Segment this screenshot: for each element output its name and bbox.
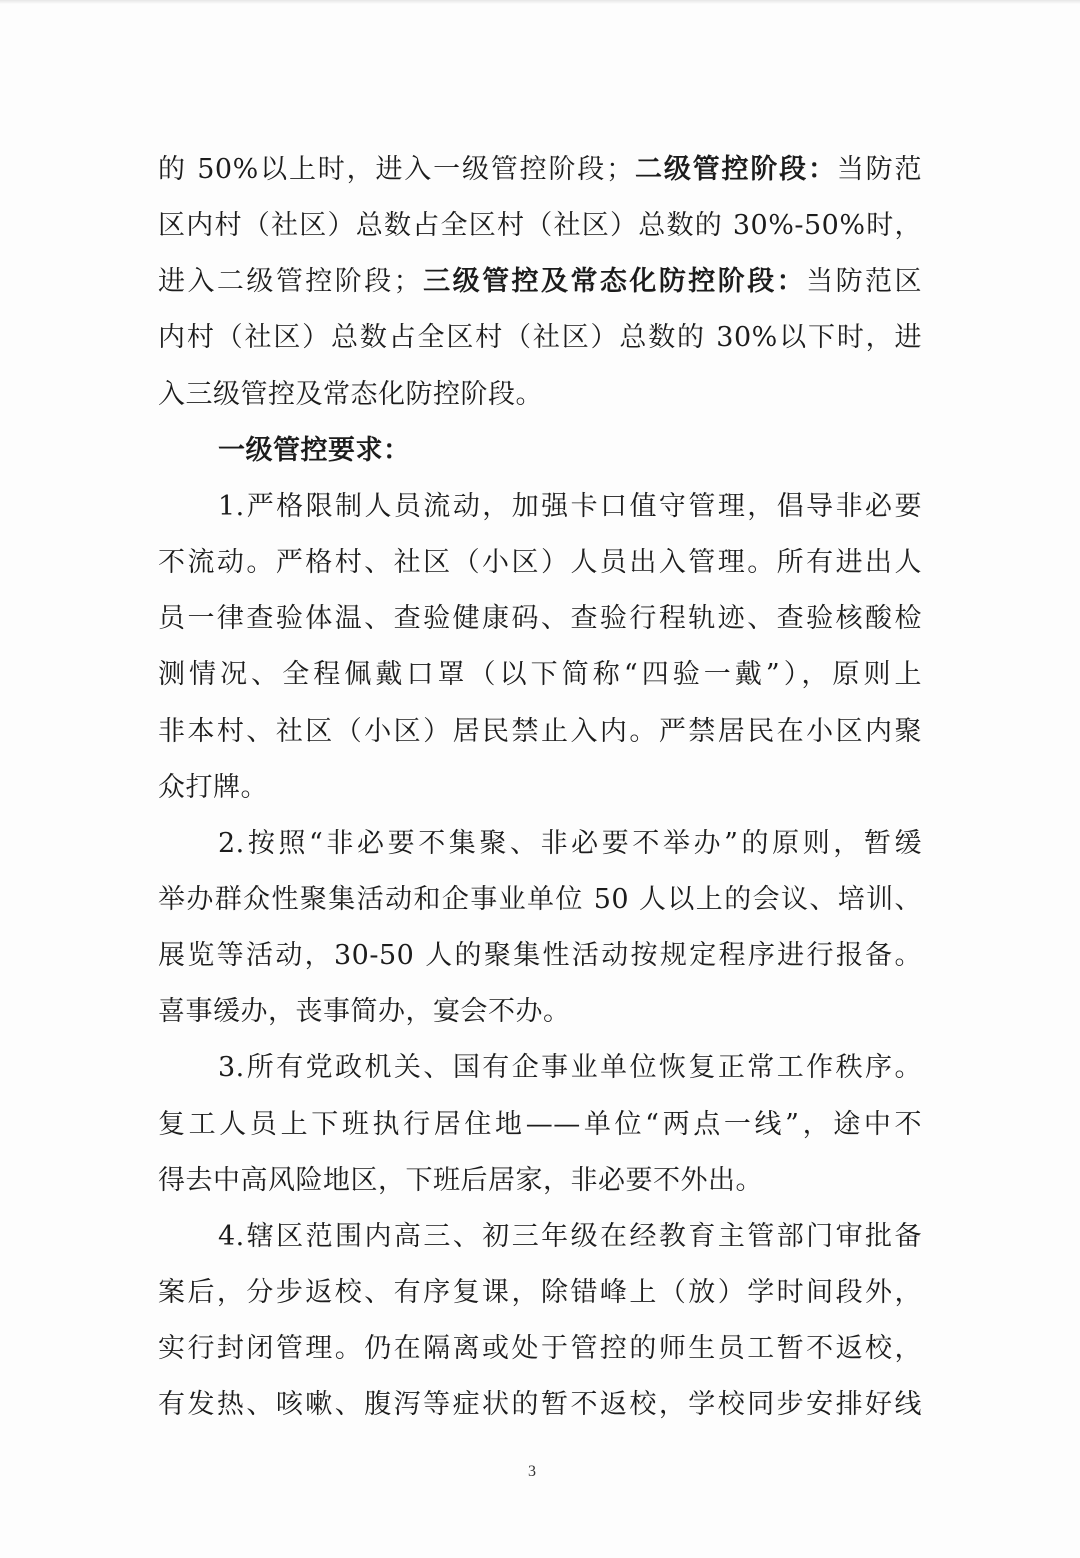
text-segment: 复工人员上下班执行居住地——单位“两点一线”，途中不 (158, 1108, 922, 1140)
text-line (158, 367, 922, 423)
text-segment: 3.所有党政机关、国有企事业单位恢复正常工作秩序。 (218, 1052, 922, 1084)
text-line (158, 310, 922, 366)
text-segment: 当防范区 (806, 266, 923, 298)
text-segment: 展览等活动，30-50 人的聚集性活动按规定程序进行报备。 (158, 940, 922, 972)
text-segment: 4.辖区范围内高三、初三年级在经教育主管部门审批备 (218, 1220, 922, 1252)
text-line (158, 1377, 922, 1433)
text-segment: 得去中高风险地区，下班后居家，非必要不外出。 (158, 1164, 763, 1196)
text-segment: 进入二级管控阶段； (158, 266, 422, 298)
text-line (158, 198, 922, 254)
text-segment: 2.按照“非必要不集聚、非必要不举办”的原则，暂缓 (218, 827, 922, 859)
text-segment: 实行封闭管理。仍在隔离或处于管控的师生员工暂不返校， (158, 1333, 922, 1365)
text-line (158, 1321, 922, 1377)
text-segment: 不流动。严格村、社区（小区）人员出入管理。所有进出人 (158, 547, 922, 578)
text-segment: 众打牌。 (158, 771, 268, 803)
text-segment: 员一律查验体温、查验健康码、查验行程轨迹、查验核酸检 (158, 603, 922, 635)
text-line (158, 760, 922, 816)
text-segment: 案后，分步返校、有序复课，除错峰上（放）学时间段外， (158, 1277, 922, 1308)
text-line (158, 1209, 922, 1265)
text-line (158, 479, 922, 535)
text-line (158, 535, 922, 591)
text-line (158, 1097, 922, 1153)
text-line (158, 142, 922, 198)
text-segment: 1.严格限制人员流动，加强卡口值守管理，倡导非必要 (218, 490, 922, 522)
text-line (158, 816, 922, 872)
text-line (158, 1265, 922, 1321)
page-number: 3 (528, 1463, 536, 1480)
text-segment: 当防范 (836, 154, 923, 185)
text-segment: 内村（社区）总数占全区村（社区）总数的 30%以下时，进 (158, 322, 922, 354)
text-segment: 喜事缓办，丧事简办，宴会不办。 (158, 996, 571, 1028)
text-line (158, 984, 922, 1040)
text-segment: 测情况、全程佩戴口罩（以下简称“四验一戴”），原则上 (158, 659, 922, 691)
text-line (158, 704, 922, 760)
text-line (158, 423, 922, 479)
text-line (158, 928, 922, 984)
bold-text: 三级管控及常态化防控阶段： (421, 266, 807, 298)
text-line (158, 647, 922, 703)
text-segment: 非本村、社区（小区）居民禁止入内。严禁居民在小区内聚 (158, 715, 922, 747)
text-segment: 入三级管控及常态化防控阶段。 (158, 378, 543, 410)
text-segment: 举办群众性聚集活动和企事业单位 50 人以上的会议、培训、 (158, 883, 922, 915)
text-segment: 有发热、咳嗽、腹泻等症状的暂不返校，学校同步安排好线 (158, 1389, 922, 1421)
bold-text: 一级管控要求： (218, 434, 411, 466)
text-line (158, 1153, 922, 1209)
text-line (158, 1040, 922, 1096)
text-segment: 区内村（社区）总数占全区村（社区）总数的 30%-50%时， (158, 210, 922, 242)
text-segment: 的 50%以上时，进入一级管控阶段； (158, 154, 634, 185)
text-line (158, 872, 922, 928)
text-line (158, 254, 922, 310)
bold-text: 二级管控阶段： (633, 154, 837, 185)
text-line (158, 591, 922, 647)
